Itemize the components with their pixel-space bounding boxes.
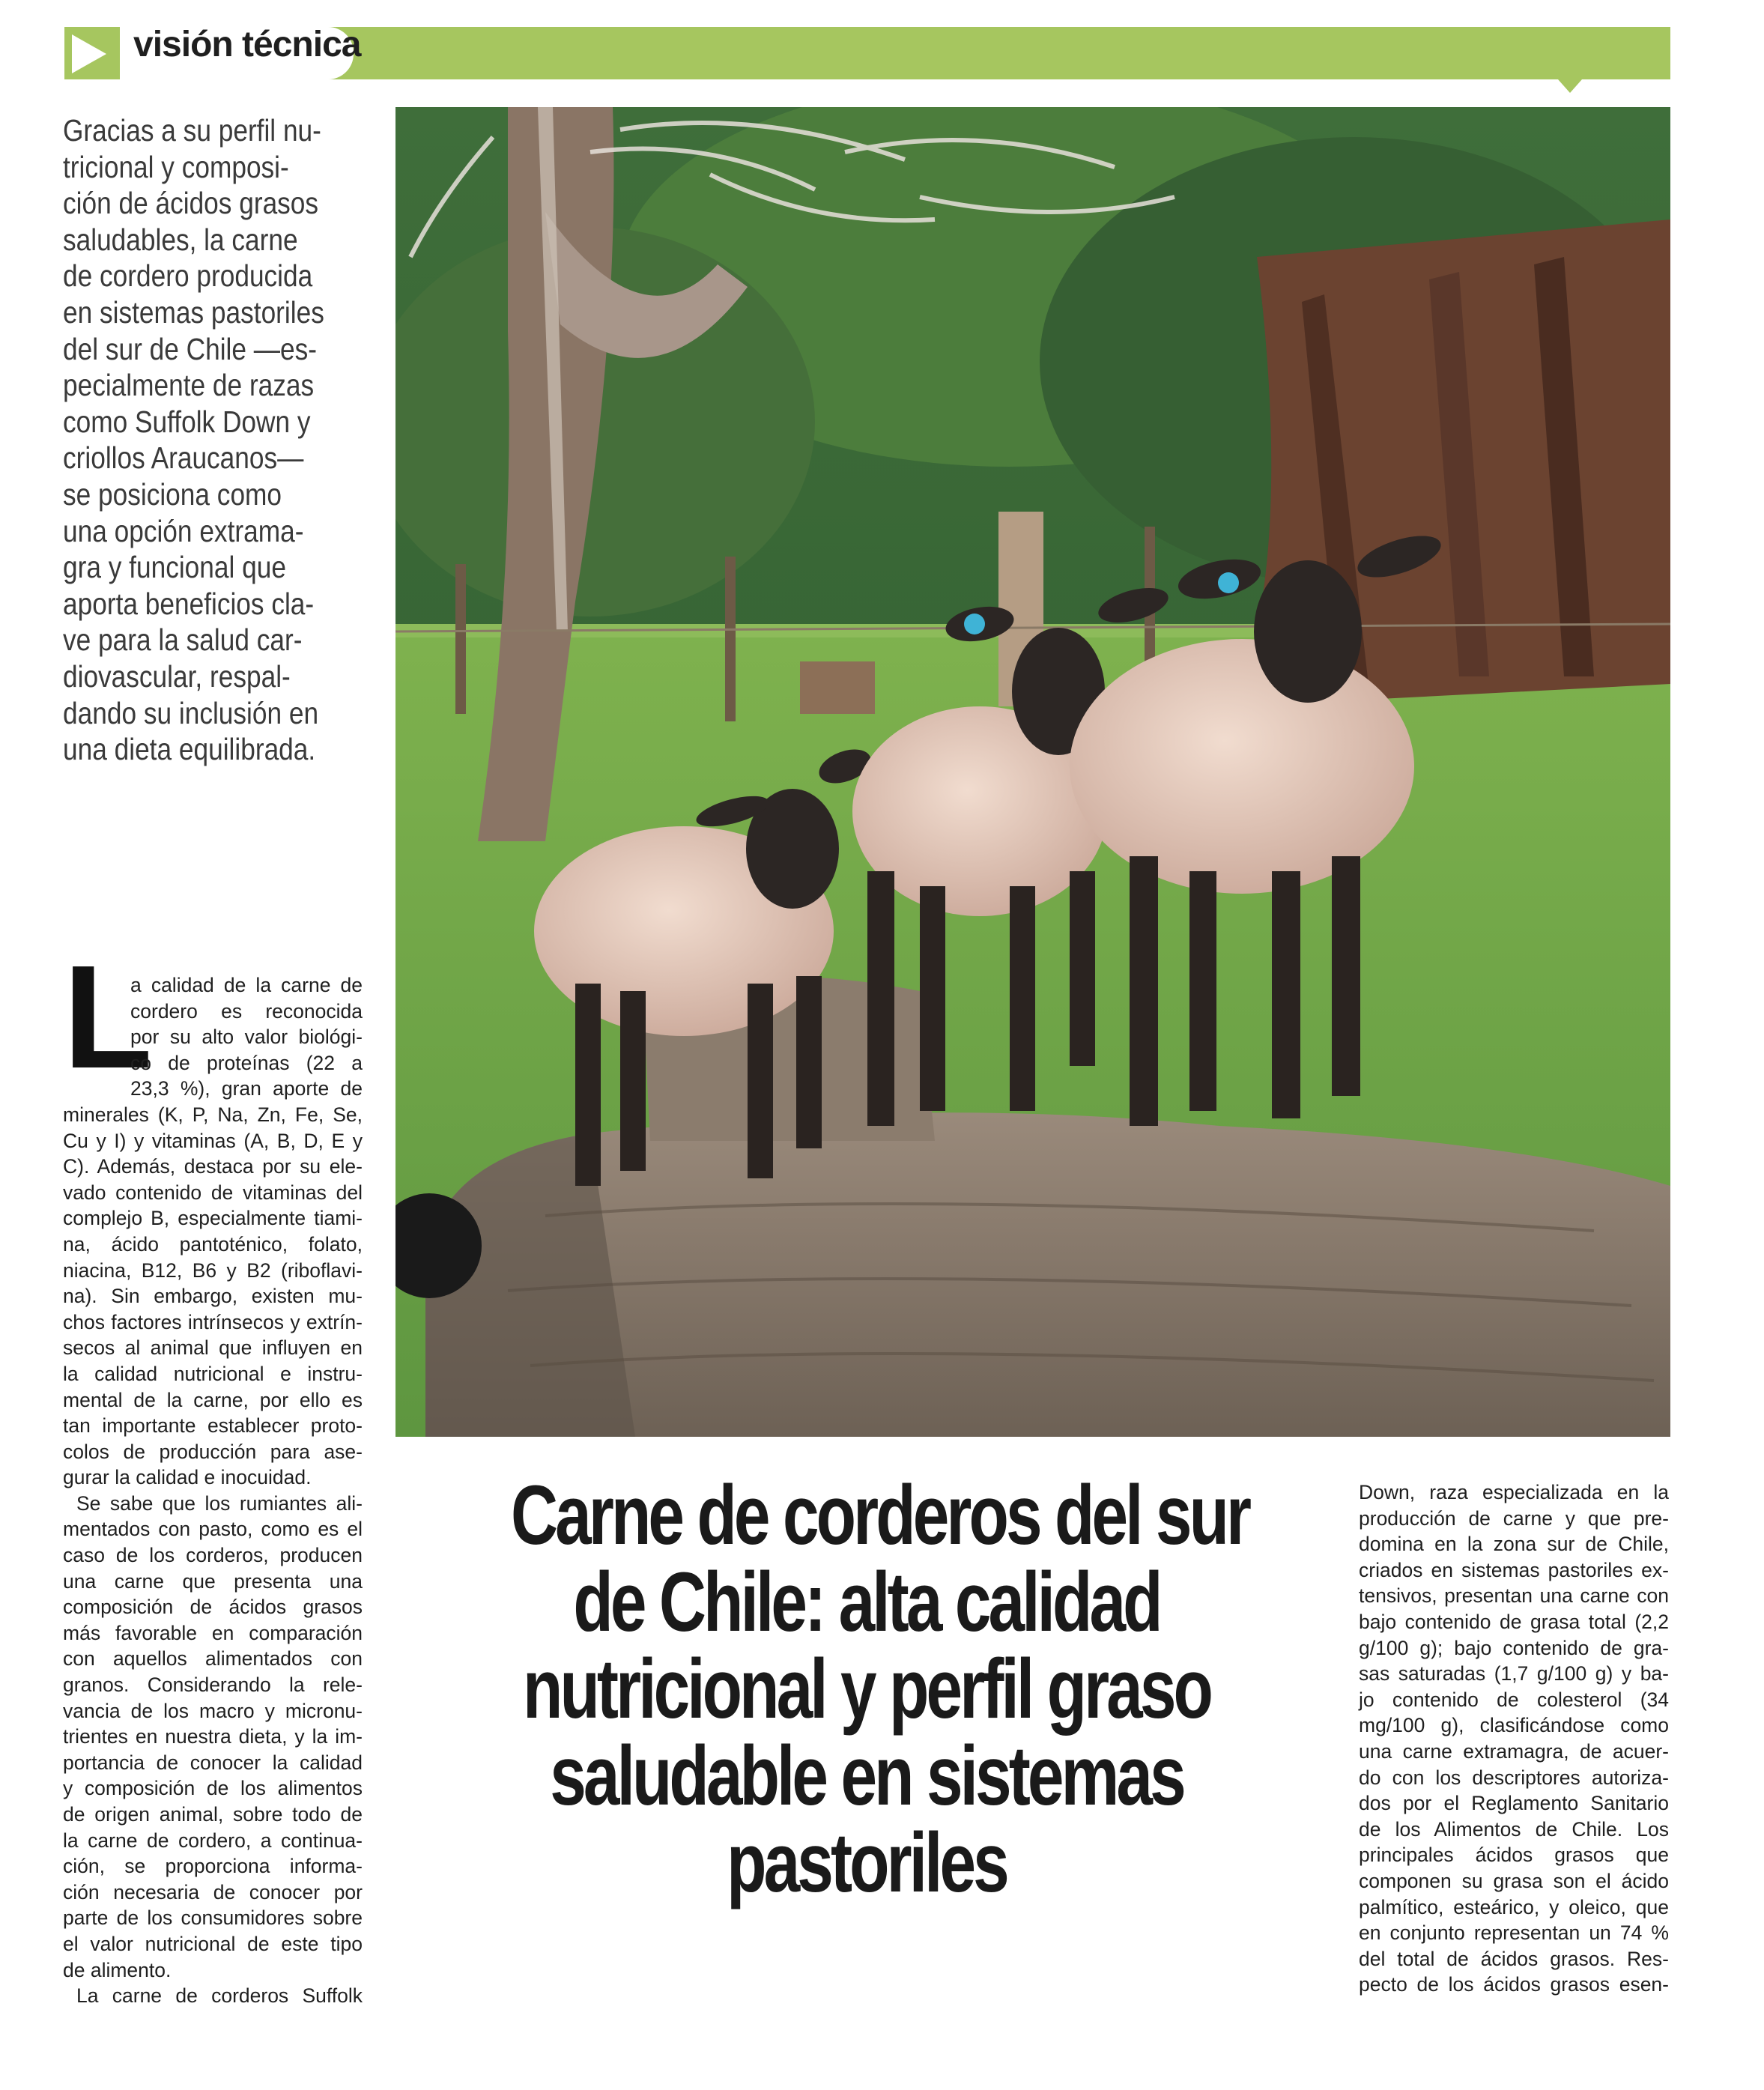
body-line: 23,3 %), gran aporte de [130, 1077, 363, 1100]
lead-line: aporta beneficios cla- [63, 586, 315, 621]
body-line: del total de ácidos grasos. Res- [1359, 1947, 1669, 1970]
body-line: granos. Considerando la rele- [63, 1673, 363, 1697]
body-line: jo contenido de colesterol (34 [1359, 1688, 1669, 1711]
body-line: mg/100 g), clasificándose como [1359, 1714, 1669, 1737]
lead-line: se posiciona como [63, 476, 282, 512]
body-line: secos al animal que influyen en [63, 1336, 363, 1360]
body-line: palmítico, esteárico, y oleico, que [1359, 1895, 1669, 1918]
lead-line: ción de ácidos grasos [63, 186, 319, 221]
body-line: Down, raza especializada en la [1359, 1481, 1669, 1503]
body-line: niacina, B12, B6 y B2 (riboflavi- [63, 1258, 363, 1282]
body-column-left [63, 972, 363, 2009]
body-line: Cu y I) y vitaminas (A, B, D, E y [63, 1129, 363, 1152]
body-line: una carne extramagra, de acuer- [1359, 1739, 1669, 1763]
lead-line: en sistemas pastoriles [63, 294, 324, 330]
body-line: componen su grasa son el ácido [1359, 1869, 1669, 1892]
body-line: trientes en nuestra dieta, y la im- [63, 1725, 363, 1748]
body-line: criados en sistemas pastoriles ex- [1359, 1558, 1669, 1581]
lead-line: una dieta equilibrada. [63, 732, 316, 767]
headline-line: pastoriles [727, 1816, 1007, 1909]
body-line: vancia de los macro y micronu- [63, 1699, 363, 1722]
body-line: do con los descriptores autoriza- [1359, 1766, 1669, 1789]
body-line: colos de producción para ase- [63, 1440, 363, 1463]
body-line: más favorable en comparación [63, 1621, 363, 1644]
lead-line: diovascular, respal- [63, 658, 291, 694]
body-line: portancia de conocer la calidad [63, 1751, 363, 1774]
lead-line: como Suffolk Down y [63, 404, 311, 439]
body-line: chos factores intrínsecos y extrín- [63, 1310, 363, 1333]
lead-line: del sur de Chile —es- [63, 331, 318, 366]
lead-line: ve para la salud car- [63, 623, 303, 658]
body-line: ción necesaria de conocer por [63, 1880, 363, 1903]
body-line: cordero es reconocida [130, 999, 363, 1023]
lead-line: saludables, la carne [63, 222, 298, 257]
body-line: na, ácido pantoténico, folato, [63, 1232, 363, 1255]
body-line: parte de los consumidores sobre [63, 1906, 363, 1930]
body-line: tensivos, presentan una carne con [1359, 1584, 1669, 1608]
headline-line: nutricional y perfil graso [522, 1642, 1210, 1736]
lead-line: dando su inclusión en [63, 695, 319, 730]
body-line: pecto de los ácidos grasos esen- [1359, 1973, 1669, 1996]
body-line: composición de ácidos grasos [63, 1596, 363, 1619]
body-line: mental de la carne, por ello es [63, 1388, 363, 1411]
body-line: domina en la zona sur de Chile, [1359, 1533, 1669, 1556]
article-headline [410, 1468, 1323, 1909]
body-line: de los Alimentos de Chile. Los [1359, 1817, 1669, 1841]
body-line: en conjunto representan un 74 % [1359, 1921, 1669, 1945]
headline-line: saludable en sistemas [550, 1729, 1183, 1823]
body-line: de alimento. [63, 1958, 172, 1981]
body-line: La carne de corderos Suffolk [76, 1984, 363, 2008]
headline-line: de Chile: alta calidad [573, 1555, 1160, 1649]
body-line: g/100 g); bajo contenido de gra- [1359, 1636, 1669, 1659]
body-line: la carne de cordero, a continua- [63, 1829, 363, 1852]
lead-line: gra y funcional que [63, 550, 286, 585]
body-line: sas saturadas (1,7 g/100 g) y ba- [1359, 1662, 1669, 1685]
section-bar-pointer [1558, 79, 1582, 93]
lead-line: tricional y composi- [63, 149, 289, 184]
body-line: el valor nutricional de este tipo [63, 1932, 363, 1955]
body-line: bajo contenido de grasa total (2,2 [1359, 1610, 1669, 1633]
body-line: C). Además, destaca por su ele- [63, 1155, 363, 1178]
body-line: a calidad de la carne de [130, 974, 363, 996]
body-line: producción de carne y que pre- [1359, 1506, 1669, 1530]
lead-line: una opción extrama- [63, 513, 304, 548]
body-line: co de proteínas (22 a [130, 1051, 363, 1074]
body-line: na). Sin embargo, existen mu- [63, 1285, 363, 1308]
body-line: y composición de los alimentos [63, 1777, 363, 1800]
body-line: por su alto valor biológi- [130, 1026, 363, 1049]
lambs-photo [395, 107, 1670, 1437]
lead-line: criollos Araucanos— [63, 440, 304, 476]
body-line: vado contenido de vitaminas del [63, 1181, 363, 1204]
body-line: dos por el Reglamento Sanitario [1359, 1792, 1669, 1815]
drop-cap: L [63, 935, 153, 1099]
body-line: Se sabe que los rumiantes ali- [76, 1491, 363, 1515]
lead-line: Gracias a su perfil nu- [63, 113, 321, 148]
section-label: visión técnica [133, 25, 361, 64]
body-line: principales ácidos grasos que [1359, 1844, 1669, 1867]
lead-line: pecialmente de razas [63, 368, 315, 403]
headline-line: Carne de corderos del sur [510, 1468, 1249, 1562]
body-column-right [1359, 1479, 1669, 1998]
body-line: ción, se proporciona informa- [63, 1855, 363, 1878]
body-line: la calidad nutricional e instru- [63, 1362, 363, 1385]
play-triangle-icon [72, 34, 106, 73]
body-line: una carne que presenta una [63, 1569, 363, 1593]
lead-line: de cordero producida [63, 258, 313, 294]
body-line: gurar la calidad e inocuidad. [63, 1466, 312, 1489]
body-line: tan importante establecer proto- [63, 1414, 363, 1438]
body-line: caso de los corderos, producen [63, 1544, 363, 1567]
body-line: complejo B, especialmente tiami- [63, 1207, 363, 1230]
lead-paragraph [63, 112, 363, 768]
body-line: mentados con pasto, como es el [63, 1518, 363, 1541]
body-line: de origen animal, sobre todo de [63, 1803, 363, 1826]
body-line: con aquellos alimentados con [63, 1647, 363, 1671]
body-line: minerales (K, P, Na, Zn, Fe, Se, [63, 1103, 363, 1126]
